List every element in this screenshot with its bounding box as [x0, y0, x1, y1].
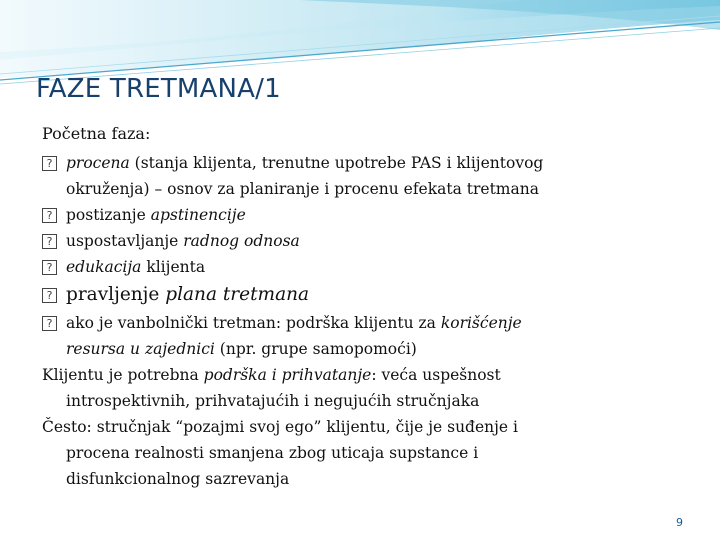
bullet-item: ? pravljenje plana tretmana — [42, 280, 682, 310]
bullet-item: ? edukacija klijenta — [42, 254, 682, 280]
bullet-item: ? procena (stanja klijenta, trenutne upotrebe PAS i klijentovog okruženja) – osnov za planiranje i procenu efekata tretmana — [42, 150, 682, 202]
slide-title: FAZE TRETMANA/1 — [36, 74, 281, 104]
bullet-box-icon: ? — [42, 234, 57, 249]
slide-body — [42, 124, 682, 492]
bullet-box-icon: ? — [42, 260, 57, 275]
bullet-box-icon: ? — [42, 208, 57, 223]
paragraph-support: Klijentu je potrebna podrška i prihvatanje: veća uspešnost introspektivnih, prihvatajućih i negujućih stručnjaka — [42, 366, 501, 410]
bullet-box-icon: ? — [42, 156, 57, 171]
bullet-item: ? postizanje apstinencije — [42, 202, 682, 228]
paragraph-ego: Često: stručnjak “pozajmi svoj ego” klijentu, čije je suđenje i procena realnosti smanjena zbog uticaja supstance i disfunkcionalnog sazrevanja — [42, 418, 518, 488]
bullet-box-icon: ? — [42, 288, 57, 303]
section-heading: Početna faza: — [42, 124, 151, 143]
bullet-item: ? ako je vanbolnički tretman: podrška klijentu za korišćenje resursa u zajednici (npr. grupe samopomoći) — [42, 310, 682, 362]
page-number: 9 — [676, 516, 683, 529]
bullet-box-icon: ? — [42, 316, 57, 331]
bullet-item: ? uspostavljanje radnog odnosa — [42, 228, 682, 254]
